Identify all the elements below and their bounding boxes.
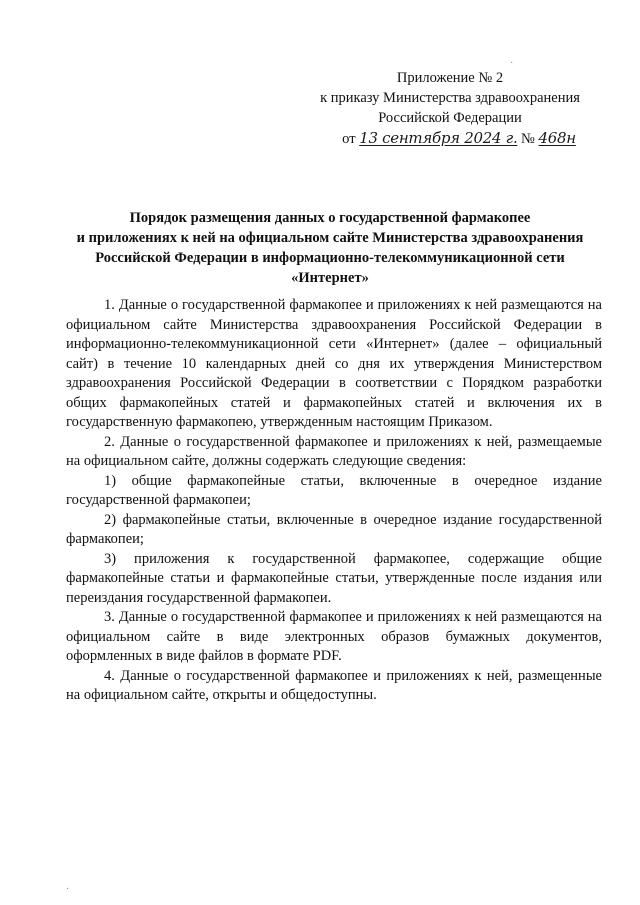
title-line-2: и приложениях к ней на официальном сайте Министерства здравоохранения xyxy=(76,230,584,246)
appendix-number: Приложение № 2 xyxy=(396,70,504,86)
paragraph-4: 4. Данные о государственной фармакопее и приложениях к ней, размещенные на официальном сайте, открыты и общедоступны. xyxy=(66,667,602,703)
paragraph-1: 1. Данные о государственной фармакопее и приложениях к ней размещаются на официальном сайте Министерства здравоохранения Российской Федерации в информационно-телекоммуникационной сети «Интернет» (далее – официальный сайт) в течение 10 календарных дней со дня их утверждения Министерством здравоохранения Российской Федерации в соответствии с Порядком разработки общих фармакопейных статей и фармакопейных статей и включения их в государственную фармакопею, утвержденным настоящим Приказом. xyxy=(66,297,602,430)
paragraph-3: 3. Данные о государственной фармакопее и приложениях к ней размещаются на официальном сайте в виде электронных образов бумажных документов, оформленных в виде файлов в формате PDF. xyxy=(66,609,602,664)
title-line-4: «Интернет» xyxy=(291,270,369,286)
number-label: № xyxy=(521,131,535,147)
paragraph-2: 2. Данные о государственной фармакопее и приложениях к ней, размещаемые на официальном сайте, должны содержать следующие сведения: xyxy=(66,433,602,469)
title-line-3: Российской Федерации в информационно-телекоммуникационной сети xyxy=(95,250,565,266)
handwritten-number: 468н xyxy=(538,129,576,147)
scan-dot: · xyxy=(510,58,514,69)
from-label: от xyxy=(342,131,356,147)
scan-dot: · xyxy=(66,884,70,895)
document-body xyxy=(66,296,602,706)
document-title xyxy=(40,208,620,288)
list-item-1: 1) общие фармакопейные статьи, включенные в очередное издание государственной фармакопеи; xyxy=(66,472,602,508)
handwritten-date: 13 сентября 2024 г. xyxy=(359,129,518,147)
title-line-1: Порядок размещения данных о государственной фармакопее xyxy=(129,210,531,226)
list-item-3: 3) приложения к государственной фармакопее, содержащие общие фармакопейные статьи и фармакопейные статьи, утвержденные после издания или переиздания государственной фармакопеи. xyxy=(66,550,602,606)
federation-name: Российской Федерации xyxy=(378,110,522,126)
order-date-number xyxy=(318,128,600,149)
appendix-header xyxy=(300,68,600,149)
order-reference: к приказу Министерства здравоохранения xyxy=(320,90,580,106)
list-item-2: 2) фармакопейные статьи, включенные в очередное издание государственной фармакопеи; xyxy=(66,511,602,547)
